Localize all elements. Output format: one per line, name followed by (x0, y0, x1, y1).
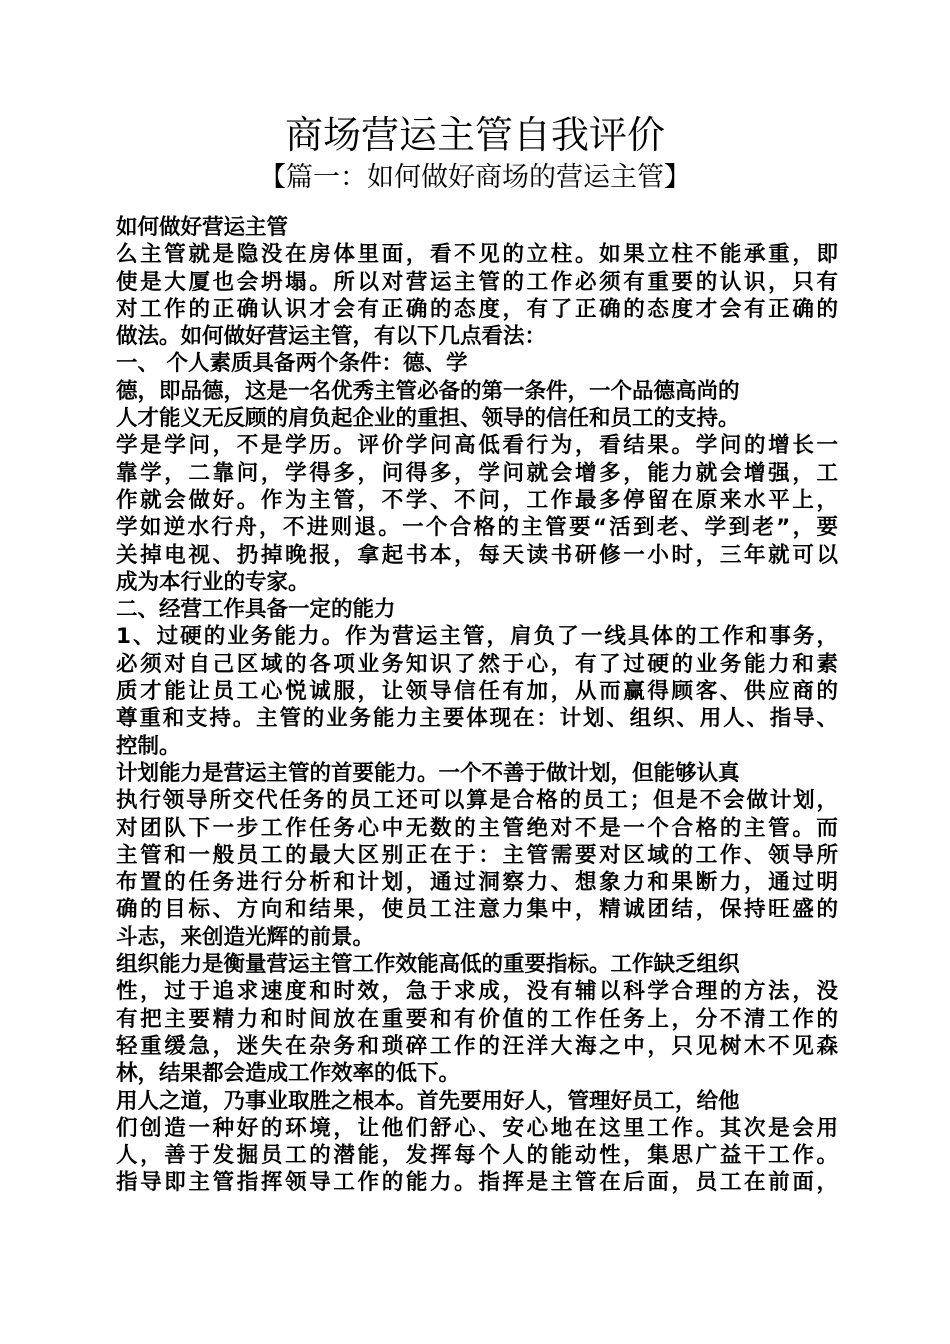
paragraph-line: 人才能义无反顾的肩负起企业的重担、领导的信任和员工的支持。 (116, 406, 740, 432)
paragraph-line: 指导即主管指挥领导工作的能力。指挥是主管在后面，员工在前面， (116, 1170, 838, 1196)
paragraph-line: 么主管就是隐没在房体里面，看不见的立柱。如果立柱不能承重，即 (116, 242, 838, 268)
paragraph-line: 控制。 (116, 733, 181, 759)
paragraph-line: 一、 个人素质具备两个条件：德、学 (116, 351, 468, 377)
paragraph-line: 1、过硬的业务能力。作为营运主管，肩负了一线具体的工作和事务， (116, 624, 838, 650)
paragraph-line: 性，过于追求速度和时效，急于求成，没有辅以科学合理的方法，没 (116, 979, 838, 1005)
paragraph-line: 确的目标、方向和结果，使员工注意力集中，精诚团结，保持旺盛的 (116, 897, 838, 923)
paragraph-line: 斗志，来创造光辉的前景。 (116, 924, 375, 950)
paragraph-line: 学如逆水行舟，不进则退。一个合格的主管要“活到老、学到老”，要 (116, 515, 838, 541)
document-subtitle: 【篇一：如何做好商场的营运主管】 (259, 162, 691, 193)
paragraph-line: 林，结果都会造成工作效率的低下。 (116, 1061, 461, 1087)
paragraph-line: 成为本行业的专家。 (116, 569, 310, 595)
paragraph-line: 对工作的正确认识才会有正确的态度，有了正确的态度才会有正确的 (116, 296, 838, 322)
paragraph-line: 主管和一般员工的最大区别正在于：主管需要对区域的工作、领导所 (116, 842, 838, 868)
paragraph-line: 组织能力是衡量营运主管工作效能高低的重要指标。工作缺乏组织 (116, 952, 740, 978)
paragraph-line: 使是大厦也会坍塌。所以对营运主管的工作必须有重要的认识，只有 (116, 269, 838, 295)
paragraph-line: 质才能让员工心悦诚服，让领导信任有加，从而赢得顾客、供应商的 (116, 679, 838, 705)
paragraph-line: 人，善于发掘员工的潜能，发挥每个人的能动性，集思广益干工作。 (116, 1143, 838, 1169)
paragraph-line: 布置的任务进行分析和计划，通过洞察力、想象力和果断力，通过明 (116, 870, 838, 896)
paragraph-line: 做法。如何做好营运主管，有以下几点看法： (116, 324, 547, 350)
paragraph-line: 学是学问，不是学历。评价学问高低看行为，看结果。学问的增长一 (116, 433, 838, 459)
paragraph-line: 关掉电视、扔掉晚报，拿起书本，每天读书研修一小时，三年就可以 (116, 542, 838, 568)
paragraph-line: 有把主要精力和时间放在重要和有价值的工作任务上，分不清工作的 (116, 1006, 838, 1032)
paragraph-line: 对团队下一步工作任务心中无数的主管绝对不是一个合格的主管。而 (116, 815, 838, 841)
paragraph-line: 二、经营工作具备一定的能力 (116, 597, 396, 623)
paragraph-line: 们创造一种好的环境，让他们舒心、安心地在这里工作。其次是会用 (116, 1115, 838, 1141)
paragraph-line: 计划能力是营运主管的首要能力。一个不善于做计划，但能够认真 (116, 760, 740, 786)
paragraph-line: 必须对自己区域的各项业务知识了然于心，有了过硬的业务能力和素 (116, 651, 838, 677)
paragraph-line: 尊重和支持。主管的业务能力主要体现在：计划、组织、用人、指导、 (116, 706, 838, 732)
paragraph-line: 如何做好营运主管 (116, 215, 289, 240)
paragraph-line: 作就会做好。作为主管，不学、不问，工作最多停留在原来水平上， (116, 487, 838, 513)
paragraph-line: 靠学，二靠问，学得多，问得多，学问就会增多，能力就会增强，工 (116, 460, 838, 486)
paragraph-line: 轻重缓急，迷失在杂务和琐碎工作的汪洋大海之中，只见树木不见森 (116, 1033, 838, 1059)
paragraph-line: 执行领导所交代任务的员工还可以算是合格的员工；但是不会做计划， (116, 788, 838, 814)
document-body (116, 214, 838, 1197)
paragraph-line: 用人之道，乃事业取胜之根本。首先要用好人，管理好员工，给他 (116, 1088, 740, 1114)
paragraph-line: 德，即品德，这是一名优秀主管必备的第一条件，一个品德高尚的 (116, 378, 740, 404)
document-title: 商场营运主管自我评价 (284, 113, 665, 157)
